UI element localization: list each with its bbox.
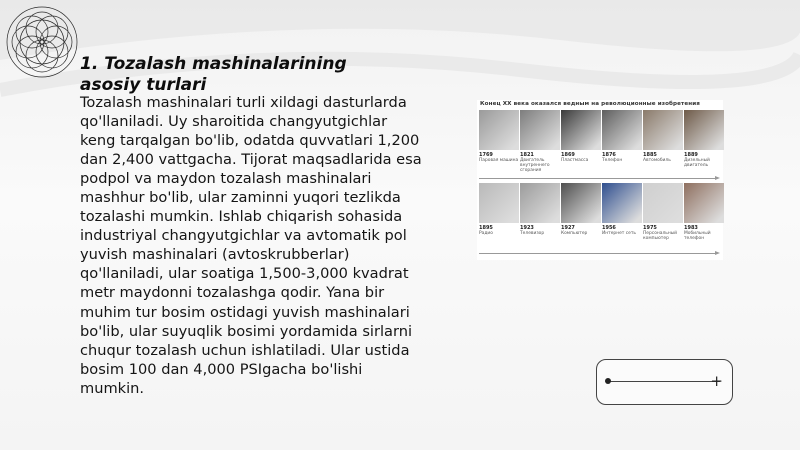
timeline-item bbox=[684, 110, 724, 174]
timeline-item bbox=[643, 110, 683, 174]
slider-track bbox=[608, 381, 720, 382]
timeline-year: 1869 bbox=[561, 152, 575, 158]
timeline-axis-2 bbox=[479, 253, 717, 254]
invention-photo bbox=[684, 110, 724, 150]
timeline-label: Радио bbox=[479, 231, 493, 236]
timeline-label: Дизельный двигатель bbox=[684, 158, 710, 169]
invention-photo bbox=[479, 183, 519, 223]
timeline-label: Интернет сеть bbox=[602, 231, 636, 236]
timeline-year: 1975 bbox=[643, 225, 657, 231]
invention-photo bbox=[520, 183, 560, 223]
timeline-item bbox=[479, 110, 519, 174]
timeline-year: 1769 bbox=[479, 152, 493, 158]
timeline-label: Телефон bbox=[602, 158, 623, 163]
slider-widget[interactable] bbox=[596, 359, 733, 405]
timeline-year: 1927 bbox=[561, 225, 575, 231]
timeline-year: 1889 bbox=[684, 152, 698, 158]
timeline-label: Паровая машина bbox=[479, 158, 519, 163]
invention-photo bbox=[643, 110, 683, 150]
slider-handle[interactable] bbox=[605, 378, 611, 384]
timeline-label: Автомобиль bbox=[643, 158, 671, 163]
timeline-year: 1876 bbox=[602, 152, 616, 158]
timeline-item bbox=[602, 110, 642, 174]
timeline-year: 1923 bbox=[520, 225, 534, 231]
invention-photo bbox=[561, 110, 601, 150]
timeline-row-2 bbox=[479, 183, 724, 241]
logo-circles-icon bbox=[4, 4, 80, 80]
timeline-year: 1895 bbox=[479, 225, 493, 231]
invention-photo bbox=[561, 183, 601, 223]
invention-photo bbox=[520, 110, 560, 150]
timeline-year: 1956 bbox=[602, 225, 616, 231]
invention-photo bbox=[684, 183, 724, 223]
invention-photo bbox=[643, 183, 683, 223]
timeline-year: 1983 bbox=[684, 225, 698, 231]
invention-photo bbox=[602, 183, 642, 223]
timeline-caption: Конец XX века оказался ведным на революционные изобретения bbox=[480, 101, 700, 107]
slide-body-text: Tozalash mashinalari turli xildagi dasturlarda qo'llaniladi. Uy sharoitida changyutgichlar keng tarqalgan bo'lib, odatda quvvatlari 1,200 dan 2,400 vattgacha. Tijorat maqsadlarida esa podpol va maydon tozalash mashinalari mashhur bo'lib, ular zaminni yuqori tezlikda tozalashi mumkin. Ishlab chiqarish sohasida industriyal changyutgichlar va avtomatik pol yuvish mashinalari (avtoskrubberlar) qo'llaniladi, ular soatiga 1,500-3,000 kvadrat metr maydonni tozalashga qodir. Yana bir muhim tur bosim ostidagi yuvish mashinalari bo'lib, ular suyuqlik bosimi yordamida sirlarni chuqur tozalash uchun ishlatiladi. Ular ustida bosim 100 dan 4,000 PSIgacha bo'lishi mumkin. bbox=[80, 94, 422, 397]
timeline-item bbox=[479, 183, 519, 241]
timeline-row-1 bbox=[479, 110, 724, 174]
invention-photo bbox=[602, 110, 642, 150]
timeline-year: 1821 bbox=[520, 152, 534, 158]
timeline-year: 1885 bbox=[643, 152, 657, 158]
timeline-label: Телевизор bbox=[520, 231, 545, 236]
timeline-item bbox=[520, 183, 560, 241]
timeline-label: Двигатель внутреннего сгорания bbox=[520, 158, 550, 174]
timeline-label: Компьютер bbox=[561, 231, 588, 236]
timeline-item bbox=[684, 183, 724, 241]
slide-title: 1. Tozalash mashinalarining asosiy turlari bbox=[80, 54, 347, 95]
timeline-axis-1 bbox=[479, 178, 717, 179]
timeline-item bbox=[561, 183, 601, 241]
invention-photo bbox=[479, 110, 519, 150]
inventions-timeline-image bbox=[477, 100, 723, 260]
timeline-item bbox=[561, 110, 601, 174]
plus-icon[interactable]: + bbox=[710, 372, 723, 390]
timeline-item bbox=[520, 110, 560, 174]
timeline-item bbox=[602, 183, 642, 241]
timeline-label: Пластмасса bbox=[561, 158, 589, 163]
timeline-label: Мобильный телефон bbox=[684, 231, 711, 242]
timeline-item bbox=[643, 183, 683, 241]
timeline-label: Персональный компьютер bbox=[643, 231, 678, 242]
